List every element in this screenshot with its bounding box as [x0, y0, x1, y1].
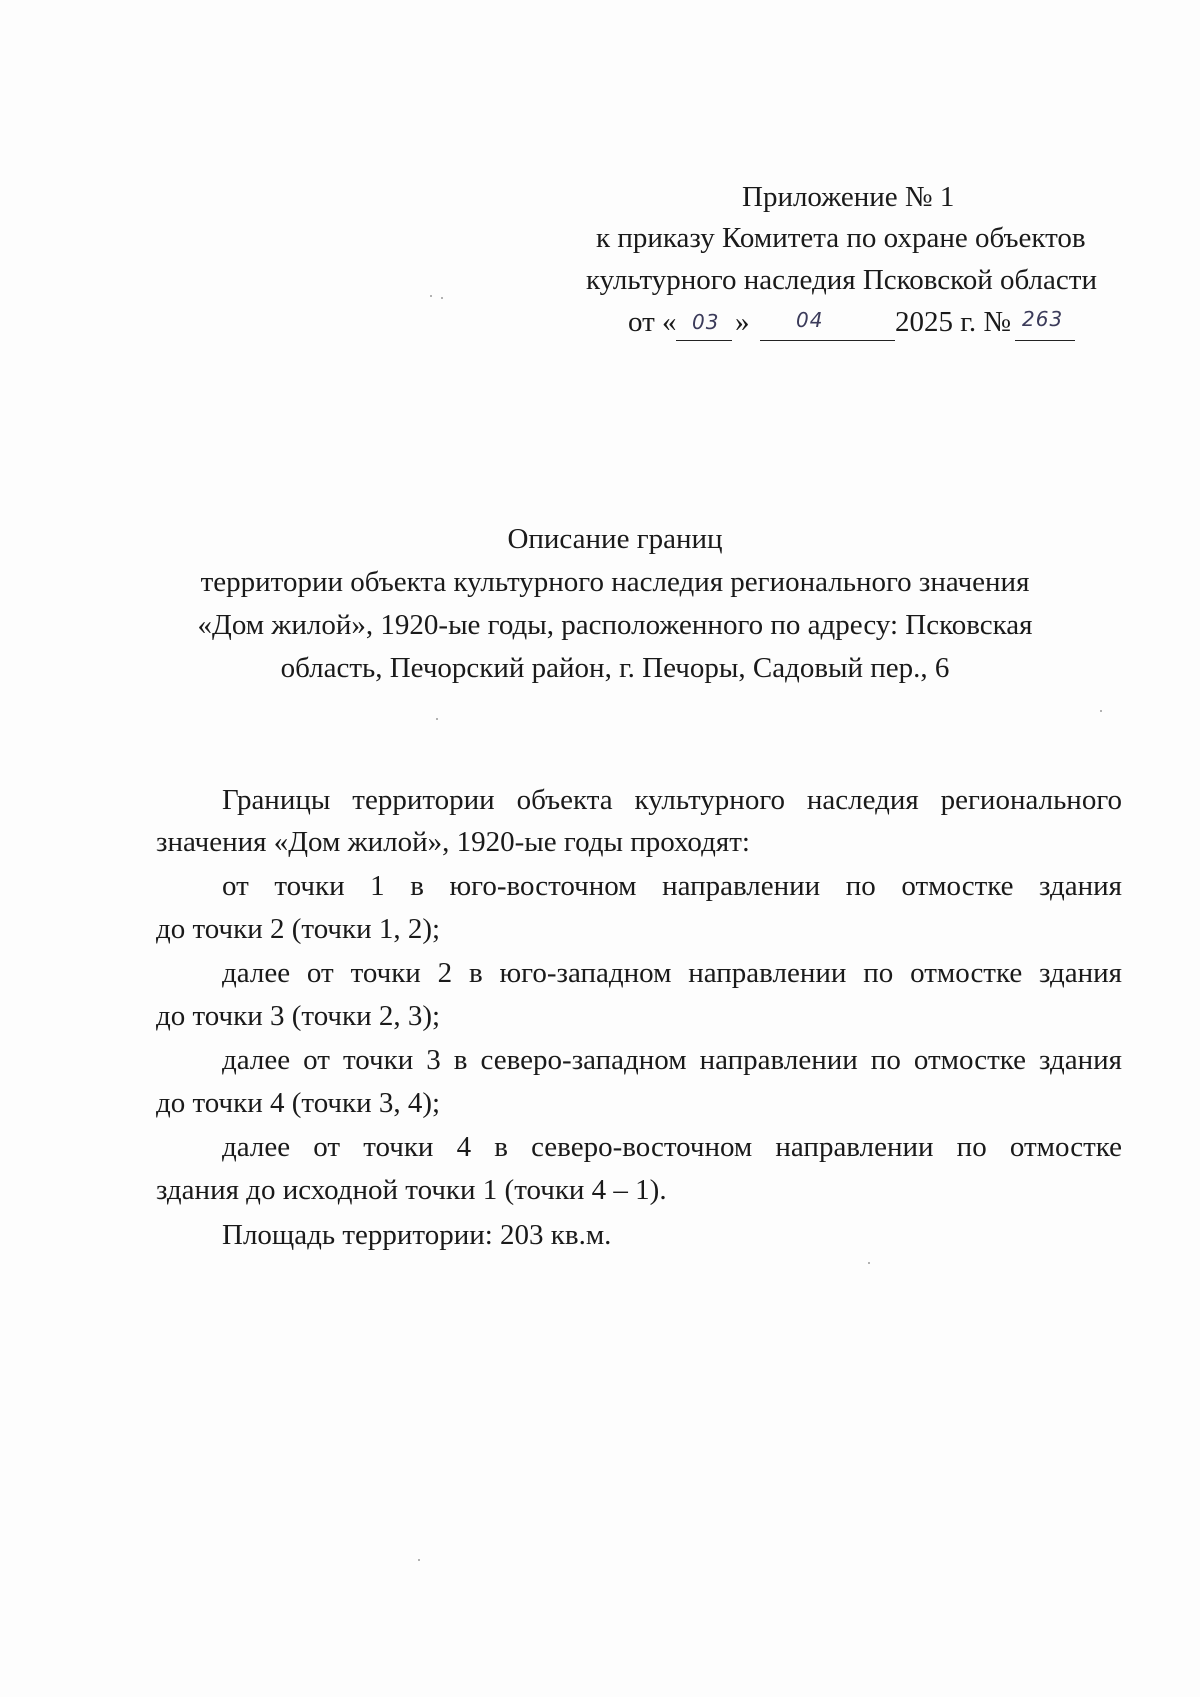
document-title: Описание границ — [507, 523, 723, 555]
title-line-2: территории объекта культурного наследия регионального значения — [200, 566, 1030, 598]
scan-speck — [441, 297, 443, 299]
handwritten-day: 03 — [692, 310, 720, 334]
scan-speck — [436, 718, 438, 720]
territory-area: Площадь территории: 203 кв.м. — [222, 1219, 612, 1251]
year-and-number-label: 2025 г. № — [895, 306, 1012, 338]
boundary-segment-1-line-2: до точки 2 (точки 1, 2); — [156, 913, 441, 945]
boundary-segment-1-line-1: от точки 1 в юго-восточном направлении по отмостке здания — [222, 870, 1122, 902]
scan-speck — [1100, 710, 1102, 712]
boundary-segment-3-line-2: до точки 4 (точки 3, 4); — [156, 1087, 441, 1119]
title-line-3: «Дом жилой», 1920-ые годы, расположенного по адресу: Псковская — [197, 609, 1033, 641]
boundary-segment-4-line-1: далее от точки 4 в северо-восточном направлении по отмостке — [222, 1131, 1122, 1163]
title-line-4: область, Печорский район, г. Печоры, Садовый пер., 6 — [280, 652, 950, 684]
boundary-segment-4-line-2: здания до исходной точки 1 (точки 4 – 1). — [156, 1174, 667, 1206]
day-underline — [676, 340, 732, 341]
date-prefix: от « — [628, 306, 677, 338]
boundary-segment-2-line-1: далее от точки 2 в юго-западном направлении по отмостке здания — [222, 957, 1122, 989]
boundary-segment-3-line-1: далее от точки 3 в северо-западном направлении по отмостке здания — [222, 1044, 1122, 1076]
intro-line-2: значения «Дом жилой», 1920-ые годы проходят: — [156, 826, 750, 858]
scan-speck — [430, 295, 432, 297]
handwritten-number: 263 — [1022, 307, 1064, 331]
number-underline — [1015, 340, 1075, 341]
intro-line-1: Границы территории объекта культурного наследия регионального — [222, 784, 1122, 816]
committee-name-line: культурного наследия Псковской области — [586, 264, 1097, 296]
month-underline — [760, 340, 895, 341]
date-mid: » — [735, 306, 750, 338]
order-reference-line: к приказу Комитета по охране объектов — [596, 222, 1086, 254]
scan-speck — [418, 1559, 420, 1561]
boundary-segment-2-line-2: до точки 3 (точки 2, 3); — [156, 1000, 441, 1032]
scan-speck — [868, 1262, 870, 1264]
appendix-label: Приложение № 1 — [742, 181, 955, 213]
handwritten-month: 04 — [796, 308, 824, 332]
